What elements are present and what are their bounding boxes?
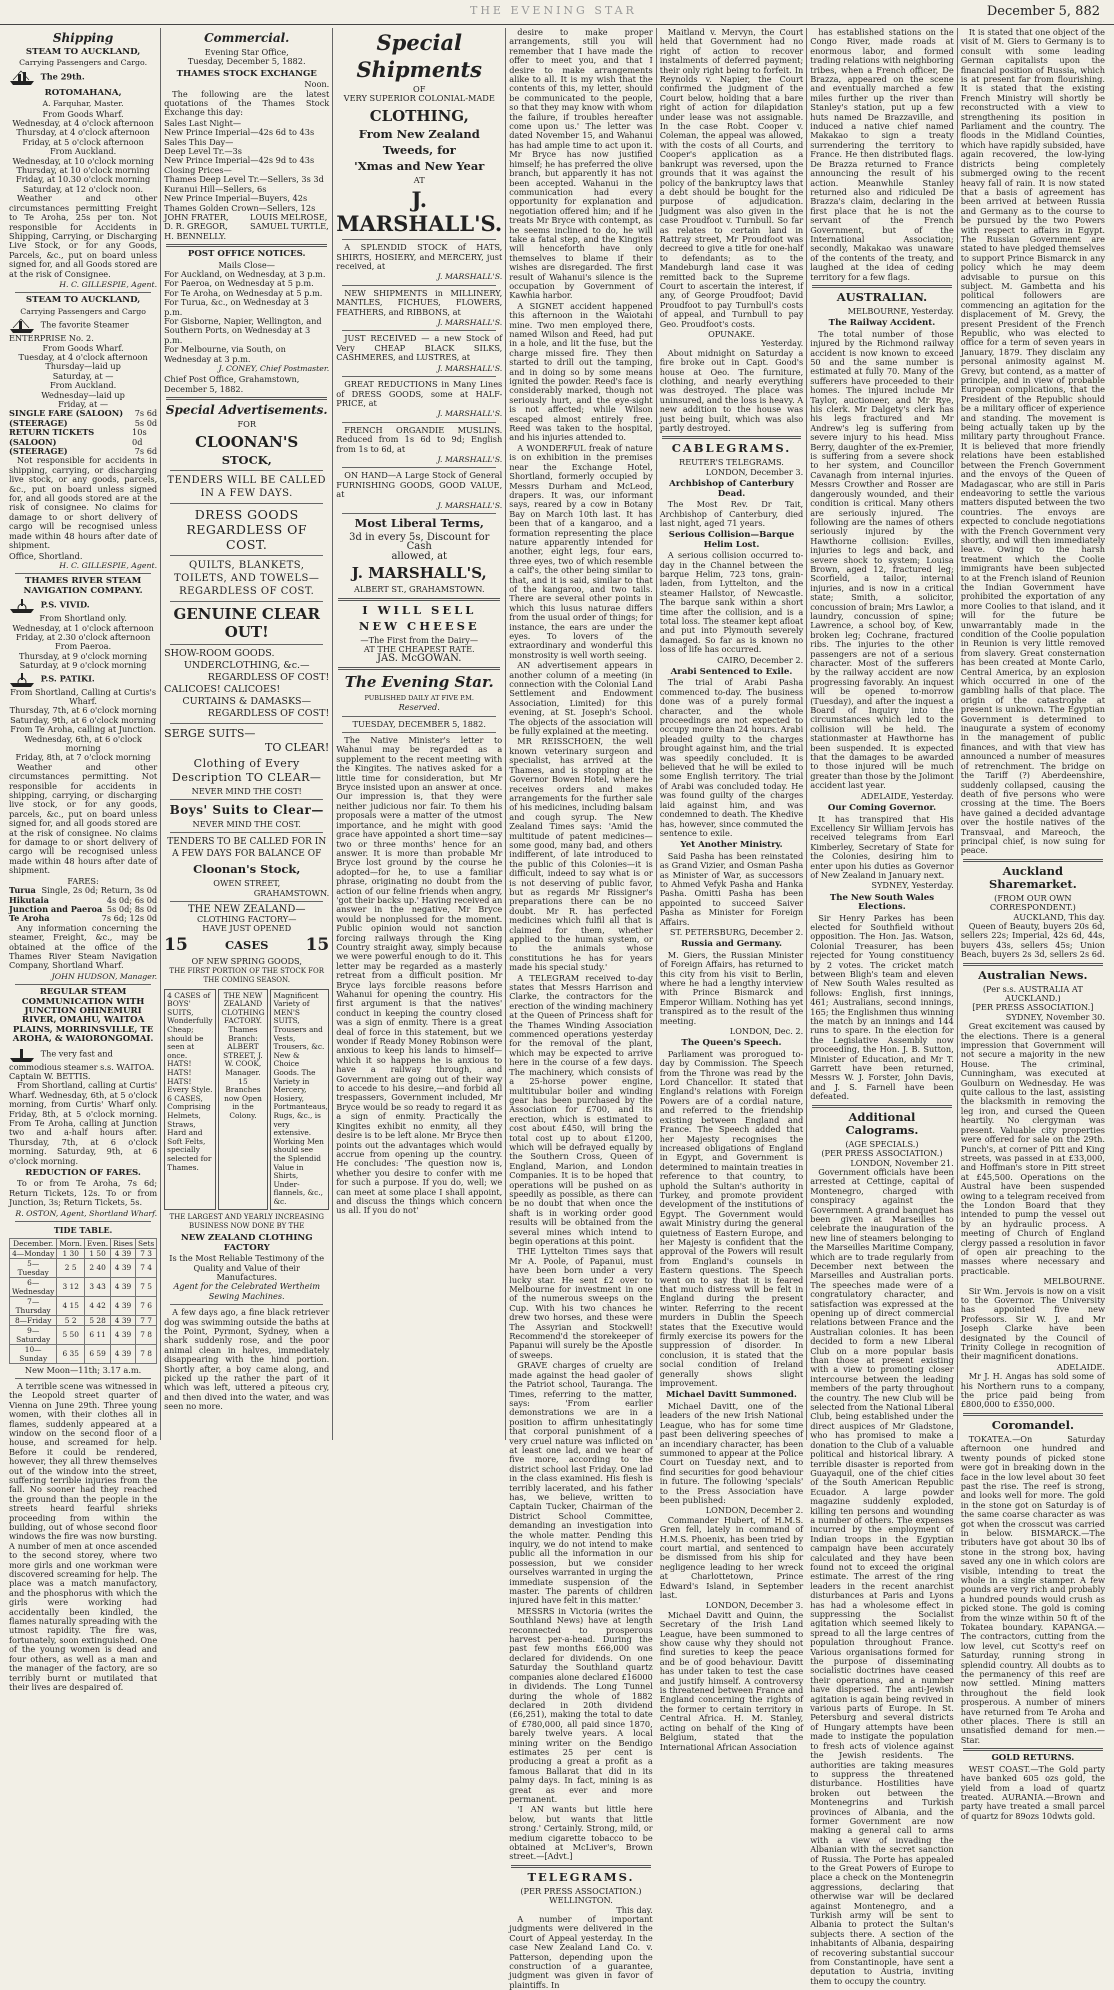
shipping-notice-3: Weather and other circumstances permitting. Not responsible for accidents in shipping, carrying, or discharging live stock, or for any goods, parcels, &c., put on board unless signed for, and all goods stored are at the risk of consignee. No claims for damage to or short delivery of cargo will be recognised unless made within 48 hours after date of shipment. — [9, 761, 158, 876]
divider — [342, 732, 496, 733]
cloonans-stock: STOCK, — [221, 452, 272, 467]
never-mind: NEVER MIND THE COST! — [191, 785, 302, 796]
dateline: CAIRO, December 2. — [717, 654, 804, 665]
sales-heading: Sales Last Night— — [164, 117, 242, 128]
dateline: AUCKLAND, This day. — [1013, 911, 1105, 922]
agent-signature-3: R. OSTON, Agent, Shortland Wharf. — [15, 1208, 158, 1218]
cloonans-stock-2: Cloonan's Stock, — [193, 862, 301, 877]
news-body: It has transpired that His Excellency Sir William Jervois has received telegrams from Earl Kimberley, Secretary of State for the Colonies, desiring him to enter upon his duties as Governor of New Zealand in January next. — [810, 813, 954, 880]
news-body: Commander Hubert, of H.M.S. Gren fell, lately in command of H.M.S. Phoenix, has been tried by court martial, and sentenced to be dismissed from his ship for negligence leading to her wreck at Charlottetown, Prince Edward's Island, in September last. — [659, 1514, 804, 1600]
shipping-notice: Weather and other circumstances permitting Freight to Te Aroha, 25s per ton. Not responsible for Accidents in Shipping, Carrying, or Discharging Live Stock, or for any Goods, Parcels, &c., put on board unless signed for, and all Goods stored are at the risk of Consignee. — [9, 193, 158, 279]
ship-notice-2 — [9, 317, 157, 343]
telegram-note: A TELEGRAM received to-day states that Messrs Harrison and Clarke, the contractors for the erection of the winding machinery at the Queen of Princess shaft for the Thames Winding Association commenced operations yesterday for the removal of the plant, which may be expected to arrive here in the course of a few days. The machinery, which consists of a 25-horse power engine, multitubular boiler and winding gear has been purchased by the Association for £700, and its erection, which is estimated to cost about £450, will bring the total cost up to about £1200, which will be defrayed equally by the Southern Cross, Queen of England, Marion, and London Companies. It is to be hoped that operations will be pushed on as speedily as possible, as there can be no doubt that when once the shaft is in working order good results will be obtained from the several mines which intend to begin operations at this point. — [509, 972, 653, 1246]
ship-patiki: P.S. PATIKI. — [9, 671, 157, 688]
news-body: The total number of those injured by the Richmond railway accident is now known to exceed 50 and the same number is estimated at fully 70. Many of the sufferers have proceeded to their homes. The injured include Mr Taylor, auctioneer, and Mr Rye, his clerk. Mr Dalgety's clerk has his legs fractured and Mr Andrew's leg is suffering from severe injury to his head. Miss Berry, daughter of the ex-Premier, is suffering from a severe shock to her system, and Councillor Cavanagh from internal injuries. Messrs Crowther and Rosser are dangerously wounded, and their condition is critical. Many others are seriously injured. The following are the names of others seriously injured by the Hawthorne collision: Evilles, injuries to legs and back, and severe shock to system; Louisa Brown, aged 12, fractured leg; Scorfield, a tailor, internal injuries, and is now in a critical state; Smith, a solicitor, concussion of brain; Mrs Lawlor, a laundry, concussion of spine; Lawrence, a school boy, of Kew, broken leg; Cochrane, fractured ribs. The injuries to the other passengers are not of a serious character. Most of the sufferers by the railway accident are now progressing favorably. An inquest will be opened to-morrow (Tuesday), and after the inquest a Board of Inquiry into the circumstances which led to the collision will be held. The stationmaster at Hawthorne has been suspended. It is expected that the damages to be awarded to those injured will be much greater than those by the Jolimont accident last year. — [810, 328, 954, 791]
divider — [963, 859, 1103, 862]
mine-accident: A SIGNET accident happened this afternoon in the Waiotahi mine. Two men employed there, named Wilson and Reed, had put in a hole, and lit the fuse, but the charge missed fire. They then started to drill out the tamping, and in doing so by some means ignited the powder. Reed's face is considerably marked, though not seriously hurt, and the eye-sight is not affected; while Wilson escaped almost entirely free. Reed was taken to the hospital, and his injuries attended to. — [509, 300, 653, 443]
nz-box-row: 4 CASES of BOYS' SUITS, Wonderfully Cheap; should be seen at once. HATS! HATS! HATS! Every Style. 6 CASES, Comprising Helmets, Straws, Hard and Soft Felts, specially selected for Thames. THE NEW ZEALAND CLOTHING FACTORY. Thames Branch: ALBERT STREET, J. W. COOK, Manager. 15 Branches now Open in the Colony. Magnificent Variety of MEN'S SUITS, Trousers and Vests, Trousers, &c. New & Choice Goods. The Variety in Mercery, Hosiery, Portmanteaus, Rugs, &c., is very extensive. Working Men should see the Splendid Value in Shirts, Under-flannels, &c., &c. — [164, 986, 329, 1213]
stock-intro: The following are the latest quotations of the Thames Stock Exchange this day: — [164, 88, 330, 118]
news-headline: The Queen's Speech. — [681, 1038, 782, 1049]
tweeds-for: Tweeds, for — [382, 142, 456, 157]
divider — [170, 503, 323, 504]
editorial-date: TUESDAY, DECEMBER 5, 1882. — [352, 718, 486, 729]
ad-reductions: GREAT REDUCTIONS in Many Lines of DRESS GOODS, some at HALF-PRICE, at — [336, 379, 503, 408]
marshall-signature: J. MARSHALL'S. — [437, 318, 503, 328]
news-body: Sir Henry Parkes has been elected for Southfield without opposition. The Hon. Jas. Watson, Colonial Treasurer, has been rejected for Young constituency by 2 votes. The cricket match between Bligh's team and eleven of New South Wales resulted as follows: English, first innings, 461; Australians, second innings, 165; the Englishmen thus winning the match by an innings and 144 runs to spare. In the election for the Legislative Assembly now proceeding, the Hon. J. B. Sutton, Minister of Education, and Mr T. Garrett have been returned, Messrs W. J. Forster, John Davis, and J. S. Farnell have been defeated. — [810, 912, 954, 1102]
news-headline: Russia and Germany. — [681, 939, 782, 950]
australian-heading: AUSTRALIAN. — [836, 289, 928, 304]
cablegrams-heading: CABLEGRAMS. — [671, 441, 792, 456]
steam-auckland-title: STEAM TO AUCKLAND, — [25, 47, 141, 57]
dateline: ST. PETERSBURG, December 2. — [669, 926, 804, 937]
dateline: LONDON, Dec. 2. — [729, 1026, 804, 1037]
divider — [15, 1221, 151, 1222]
fare-row: (STEERAGE) 5s 0d — [9, 417, 158, 428]
table-row: 4—Monday 1 30 1 50 4 39 7 3 — [10, 1248, 157, 1258]
divider — [963, 1748, 1103, 1751]
ad-quilts: QUILTS, BLANKETS, TOILETS, AND TOWELS—REGARDLESS OF COST. — [174, 559, 320, 597]
divider — [170, 901, 323, 902]
special-ads-heading: Special Advertisements. — [165, 403, 328, 418]
tobacco-ad: 'I AN wants but little here below, but wants that little strong.' Certainly. Strong, mild, or medium cigarette tobacco to be obtained at McLiver's, Brown street.—[Advt.] — [509, 1804, 653, 1862]
steam-auckland-title-2: STEAM TO AUCKLAND, — [25, 295, 141, 306]
marshalls-name-2: J. MARSHALL'S, — [351, 564, 487, 583]
post-office-title: POST OFFICE NOTICES. — [187, 249, 306, 260]
from-nz: From New Zealand — [358, 126, 480, 141]
news-headline: The Railway Accident. — [828, 318, 936, 329]
ship-notice-1 — [9, 69, 157, 86]
list-item: Thames Golden Crown—Sellers, 12s — [164, 202, 316, 213]
nz-cases-row: 15 CASES 15 — [164, 935, 330, 956]
list-item: Sales This Day— — [164, 136, 234, 147]
sailing-line: Friday, at 10.30 o'clock morning — [15, 174, 151, 185]
allowed-at: allowed, at — [391, 550, 448, 562]
ship-master: A. Farquhar, Master. — [42, 99, 124, 109]
of-label: OF — [413, 84, 426, 94]
reduction-text: To or from Te Aroha, 7s 6d; Return Tickets, 12s. To or from Junction, 3s; Return Tickets, 5s. — [9, 1178, 158, 1208]
news-body: Michael Davitt and Quinn, the Secretary of the Irish Land League, have been summoned to show cause why they should not find sureties to keep the peace and be of good behaviour. Davitt has under taken to test the case and justify himself. A controversy is threatened between France and England concerning the rights of the former to certain territory in Central Africa. H. M. Stanley, acting on behalf of the King of Belgium, stated that the International African Association — [659, 1609, 804, 1752]
xmas-new-year: 'Xmas and New Year — [354, 158, 485, 173]
sailing-times-4: From Shortland, Calling at Curtis's Wharf. Thursday, 7th, at 6 o'clock morning Saturday, 9th, at 6 o'clock morning From Te Aroha, calling at Junction. Wednesday, 6th, at 6 o'clock morning Friday, 8th, at 7 o'clock morning — [9, 686, 157, 763]
ad-for: FOR — [237, 419, 256, 430]
at-label: AT — [413, 174, 425, 185]
never-mind-2: NEVER MIND THE COST. — [192, 819, 301, 830]
tide-header-row: December. Morn. Even. Rises Sets — [10, 1238, 157, 1248]
dateline: LONDON, December 2. — [705, 1505, 804, 1516]
columns — [6, 27, 1108, 1990]
press-association: [PER PRESS ASSOCIATION.] — [972, 1002, 1094, 1013]
steam-auckland-sub: Carrying Passengers and Cargo. — [19, 58, 148, 68]
fare-row: RETURN TICKETS (SALOON) 10s 0d — [9, 427, 147, 447]
sailing-line: Thursday, at 10 o'clock morning — [16, 165, 150, 176]
news-body: Mr J. H. Angas has sold some of his Northern runs to a company, the price paid being from £800,000 to £350,000. — [960, 1371, 1105, 1410]
tide-table-title: TIDE TABLE. — [53, 1225, 113, 1236]
paper-sub: PUBLISHED DAILY AT FIVE P.M. — [364, 693, 474, 702]
list-item: Deep Level Tr.—3s — [164, 146, 242, 157]
sailing-line: From Goods Wharf. — [42, 108, 124, 119]
cruelty-note: GRAVE charges of cruelty are made against the head gaoler of the Patriot school, Tauranga. The Times, referring to the matter, says: 'From earlier demonstrations we are in a position to affirm unhesitatingly that corporal punishment of a very cruel nature was inflicted on at least one lad, and we hear of five more, according to the district school last Friday. One lad in the class examined. His flesh is terribly lacerated, and his father has, we believe, written to Captain Tucker, Chairman of the District School Committee, demanding an investigation into the whole matter. Pending this inquiry, we do not intend to make public all the information in our possession, but we consider ourselves warranted in urging the immediate suspension of the master. The parents of children injured have felt in this matter.' — [509, 1360, 653, 1606]
list-item: Thames Deep Level Tr.—Sellers, 3s 3d — [164, 174, 324, 185]
fare-list-2: Turua Single, 2s 0d; Return, 3s 0d Hikutaia 4s 0d; 6s 0d Junction and Paeroa 5s 0d; 8s 0d Te Aroha 7s 6d; 12s 0d — [9, 885, 158, 924]
cheapest-rate: AT THE CHEAPEST RATE. — [363, 644, 475, 654]
divider — [342, 513, 496, 514]
ship-vivid: P.S. VIVID. — [9, 597, 157, 614]
waitoa-schedule: From Shortland, calling at Curtis' Wharf. Wednesday, 6th, at 5 o'clock morning, from Curtis' Wharf only. Friday, 8th, at 5 o'clock morning. From Te Aroha, calling at Junction two and a-half hours after. Thursday, 7th, at 6 o'clock morning. Saturday, 9th, at 6 o'clock morning. — [9, 1080, 158, 1166]
very-superior: VERY SUPERIOR COLONIAL-MADE — [343, 93, 495, 104]
divider — [15, 1378, 151, 1379]
special-heading: Special — [376, 30, 463, 55]
press-association: (PER PRESS ASSOCIATION.) — [821, 1148, 943, 1159]
news-headline: Serious Collision—Barque Helim Lost. — [668, 530, 795, 550]
divider — [15, 573, 151, 574]
australian-news-heading: Australian News. — [978, 967, 1088, 982]
sailing-line: Saturday, at — — [52, 370, 114, 381]
steamship-icon — [9, 69, 35, 86]
coromandel-body: TOKATEA.—On Saturday afternoon one hundred and twenty pounds of picked stone were got in breaking down in the face in the low level about 30 feet past the rise. The reef is strong, and looks well for more. The gold in the stone got on Saturday is of the same coarse character as was got when the crosscut was carried in below. BISMARCK.—The tributers have got about 30 lbs of stone in the strong box, having saved any one in which colors are visible, intending to treat the whole in a single stamper. A few pounds are very rich and probably a hundred pounds would crush as picked stone. The gold is coming from the winze within 50 ft of the Tokatea boundary. KAPANGA.—The contractors, cutting from the low level, cut Scotty's reef on Saturday, running strong in splendid country. All doubts as to the permanency of this reef are now settled. Mining matters throughout the field look prosperous. A number of miners have returned from Te Aroha and other places. There is still an unsatisfied demand for men.—Star. — [960, 1433, 1105, 1745]
boys-suits: Boys' Suits to Clear— — [169, 803, 324, 818]
divider — [812, 1105, 951, 1108]
news-body: The Most Rev. Dr Tait, Archbishop of Canterbury, died last night, aged 71 years. — [659, 499, 804, 528]
nz-agent: Agent for the Celebrated Wertheim Sewing Machines. — [173, 1281, 320, 1301]
divider — [170, 1304, 323, 1305]
agent-signature: H. C. GILLESPIE, Agent. — [59, 279, 158, 289]
divider — [342, 467, 496, 468]
nz-reliable: Is the Most Reliable Testimony of the Quality and Value of their Manufactures. — [169, 1253, 325, 1282]
dateline: LONDON, November 21. — [850, 1157, 954, 1168]
lucky-star-note: THE Lyttelton Times says that Mr A. Poole, of Papanui, must have been born under a very lucky star. He sent £2 over to Melbourne for investment in one of the numerous sweeps on the Cup. With his two chances he drew two horses, and these were The Assyrian and Stockwell! Recommend'd the storekeeper of Papanui will surely be the Apostle of sweeps. — [509, 1246, 653, 1360]
reserved-label: Reserved. — [398, 702, 440, 713]
post-office-sub: Mails Close— — [218, 259, 275, 270]
telegrams-place: WELLINGTON. — [549, 1895, 613, 1906]
news-body: The trial of Arabi Pasha commenced to-day. The business done was of a purely formal character, and the whole proceedings are not expected to occupy more than 24 hours. Arabi pleaded guilty to the charges brought against him, and the trial was speedily concluded. It is believed that he will be exiled to some English territory. The trial of Arabi was concluded today. He was found guilty of the charges laid against him, and was condemned to death. The Khedive has, however, since commuted the sentence to exile. — [659, 677, 804, 838]
tide-table — [9, 1238, 157, 1364]
masthead — [0, 0, 1114, 25]
news-body: Great excitement was caused by the elections. There is a general impression that Government will not secure a majority in the new House. The criminal, Cunningham, was executed at Goulburn on Wednesday. He was quite callous to the last, assisting the blacksmith in removing the leg iron, and cursed the Queen heartily. No clergyman was present. Valuable city properties were offered for sale on the 29th. Punch's, at corner of Pitt and King streets, was passed in at £33,000, and Hoffman's store in Pitt street at £45,500. Operations on the Austral have been suspended owing to a telegram received from the London Board that they intended to pump the vessel out by an hydraulic process. A meeting of Church of England clergy passed a resolution in favor of open air preaching to the masses where necessary and practicable. — [960, 1021, 1105, 1276]
office-line: Evening Star Office, — [204, 47, 289, 57]
ship-name-enterprise: The favorite Steamer ENTERPRISE No. 2. — [9, 319, 129, 344]
telegrams-heading: TELEGRAMS. — [527, 1869, 635, 1884]
marshall-signature: J. MARSHALL'S. — [437, 272, 503, 282]
list-item: New Prince Imperial—42s 9d to 43s — [164, 155, 315, 166]
fare-row: SINGLE FARE (SALOON) 7s 6d — [9, 408, 158, 419]
office-line: Office, Shortland. — [9, 550, 83, 561]
sailing-times-2 — [9, 344, 157, 410]
info-notice: Any information concerning the steamer, Freight, &c., may be obtained at the office of the Thames River Steam Navigation Company, Shortland Wharf. — [9, 922, 158, 971]
marshall-signature: J. MARSHALL'S. — [437, 409, 503, 419]
masthead-date: December 5, 882 — [986, 4, 1100, 19]
divider — [170, 723, 323, 724]
owen-street: OWEN STREET, — [213, 878, 281, 889]
sailing-line: From Goods Wharf. — [42, 342, 124, 353]
genuine-clear-out: GENUINE CLEAR OUT! — [173, 604, 320, 641]
telegrams-sub: (PER PRESS ASSOCIATION.) — [520, 1885, 642, 1896]
nz-largest: THE LARGEST AND YEARLY INCREASING BUSINESS NOW DONE BY THE — [169, 1212, 324, 1230]
sharemarket-sub: (FROM OUR OWN CORRESPONDENT.) — [989, 892, 1076, 913]
dateline: LONDON, December 3. — [705, 466, 804, 477]
sailing-line: Wednesday—laid up — [41, 389, 125, 400]
editorial-body: The Native Minister's letter to Wahanui may be regarded as a supplement to the recent meeting with the Kingites. The natives asked for a little time for consideration, but Mr Bryce insisted upon an answer at once. Our impression is, that they were neither judicious nor fair. To them his proposals were a matter of the utmost importance, and he might with good grace have appointed a short time—say two or three months' hence for an answer. It is more than probable Mr Bryce lost ground by the course he adopted—for he, to use a familiar phrase, originating no doubt from the action of our feline friends when angry, 'got their backs up.' Having received an answer in the negative, Mr Bryce would be nonplussed for the moment. Public opinion would not sanction forcing railways through the King Country straight away, simply because we were powerful enough to do it. This letter may be regarded as a masterly retreat from a difficult position. Mr Bryce lays forcible reasons before Wahanui for opening the country. His first argument is that the natives' conduct in keeping the country closed was a sign of enmity. There is a great deal of force in this statement, but we wonder if Ready Money Robinson were anxious to keep his lands to himself—which it so happens he is anxious to have a railway through, and Government are going out of their way to accede to his desire,—and forbid all trespassers, Government included, Mr Bryce would be so ready to regard it as a sign of enmity. Practically the Kingites exhibit no enmity, all they desire is to be left alone. Mr Bryce then points out the advantages which would accrue from opening up the country. He concludes: 'The question now is, whether you desire to confer with me for such a purpose. If you do, well; we can meet at some place I shall appoint, and discuss the things which concern us all. If you do not' — [336, 735, 503, 1216]
column-news-1 — [506, 27, 656, 1990]
congo-story: has established stations on the Congo River, made roads at enormous labor, and formed trading relations with neighboring tribes, when a French officer, De Brazza, appeared on the scene and eventually marched a few miles further up the river than Stanley's station, put up a few huts named De Brazzaville, and induced a native chief named Makakao to sign a treaty surrendering the territory to France. He then distributed flags. De Brazza returned to France announcing the result of his action. Meanwhile Stanley returned also and ridiculed De Brazza's claim, declaring in the first place that he is not the servant of the French Government, but of the International Association; secondly, Makakao was unaware of the contents of the treaty, and laughed at the idea of ceding territory for a few flags. — [810, 27, 954, 282]
news-body: Sir Wm. Jervois is now on a visit to the Governor. The University has appointed five new Professors. Sir W. J. and Mr Joseph Clarke have been designated by the Council of Trinity College in recognition of their magnificent donations. — [960, 1285, 1105, 1362]
shipping-notice-2: Not responsible for accidents in shipping, carrying, or discharging live stock, or any goods, parcels, &c., put on board unless signed for, and all goods stored are at the risk of consignee. No claims for damage to or short delivery of cargo will be recognised unless made within 48 hours after date of shipment. — [9, 455, 158, 551]
paddle-steamer-icon — [9, 671, 35, 688]
dateline: SYDNEY, November 30. — [1005, 1011, 1105, 1022]
post-list: For Auckland, on Wednesday, at 3 p.m. For Paeroa, on Wednesday at 5 p.m. For Te Aroha, on Wednesday at 5 p.m. For Turua, &c., on Wednesday at 3 p.m. For Gisborne, Napier, Wellington, and Southern Ports, on Wednesday at 3 p.m. For Melbourne, via South, on Wednesday at 3 p.m. — [164, 268, 326, 364]
veterinary-note: MR REISSCHOEN, the well known veterinary surgeon and specialist, has arrived at the Thames, and is stopping at the Governor Bowen Hotel, where he receives orders and makes arrangements for the further sale of his medicines, including balsam and cough syrup. The New Zealand Times says: 'Amid the multitude of patent medicines—some good, many bad, and others indifferent, of late introduced to the public of this Colonies—it is difficult, indeed to say what is or is not deserving of public favor, but as regards Mr Rissigner's preparations there can be no doubt. Mr R. has perfected medicines which fulfil all that is claimed for them, whether applied to the human system, or to the animals whose constitutions he has for years made his special study.' — [509, 736, 653, 973]
steamship-icon — [9, 1046, 35, 1063]
ship-waitoa: The very fast and commodious steamer s.s. WAITOA. Captain W. BETTIS. — [9, 1046, 157, 1082]
divider — [963, 963, 1103, 966]
news-headline: The New South Wales Elections. — [829, 892, 935, 913]
column-news-3 — [807, 27, 957, 1986]
noon-label: Noon. — [304, 79, 330, 90]
sailing-line: From Auckland. — [49, 380, 117, 391]
divider — [15, 984, 151, 985]
europe-news: It is stated that one object of the visit of M. Giers to Germany is to consult with some leading German capitalists upon the financial position of Russia, which is at present far from flourishing. It is stated that the existing French Ministry will shortly be reconstructed with a view to strengthening its position in Parliament and the country. The floods in the Midland Counties, which have rapidly subsided, have again recovered, the low-lying districts being completely submerged owing to the recent heavy fall of rain. It is now stated that a basis of agreement has been arrived at between Russia and Germany as to the course to be pursued by the two Powers with respect to affairs in Egypt. The Russian Government are stated to have pledged themselves to support Prince Bismarck in any policy which he may deem advisable to pursue on this subject. M. Gambetta and his political followers are commencing an agitation for the displacement of M. Grevy, the present President of the French Republic, who was elected to office for a term of seven years in January, 1879. They disclaim any personal animosity against M. Grevy, but contend, as a matter of principle, and in view of probable European complications, that the President of the Republic should be a military officer of experience and standing. The movement is being actually taken up by the military party throughout France. It is believed that more friendly relations have been established between the French Government and the envoys of the Queen of Madagascar, who are still in Paris endeavoring to settle the various matters disputed between the two countries. The envoys are expected to conclude negotiations with the French Government very shortly, and will then immediately leave. Owing to the harsh treatment which the Coolie immigrants have been subjected to at the French island of Reunion the Indian Government have prohibited the exportation of any more Coolies to that island, and it will for the future be unwarrantably made in the condition of the Coolie population in Reunion is very little removed from slavery. Great consternation has been created at Monte Carlo, Central America, by an explosion which occurred in one of the gambling halls of that place. The origin of the catastrophe at present is unknown. The Egyptian Government is determined to inaugurate a system of economy in the management of public finances, and with that view has announced a number of measures of retrenchment. The bridge on the Tariff (?) Aberdeenshire, suddenly collapsed, causing the death of five persons who were crossing at the time. The Boers have gained a decided advantage over the hostile natives of the Transvaal, and Mareoch, the principal chief, is now suing for peace. — [960, 27, 1105, 856]
tenders-line: TENDERS TO BE CALLED FOR IN A FEW DAYS FOR BALANCE OF — [167, 837, 327, 860]
list-item: Kuranui Hill—Sellers, 6s — [164, 183, 267, 194]
cablegrams-sub: REUTER'S TELEGRAMS. — [679, 457, 784, 468]
office-date: Tuesday, December 5, 1882. — [187, 56, 306, 67]
sailing-line: Wednesday, at 10 o'clock morning — [12, 155, 154, 166]
sailing-line: Thursday—laid up — [45, 361, 121, 372]
column-news-4 — [958, 27, 1108, 1821]
nz-factory-sub: CLOTHING FACTORY— — [197, 913, 297, 924]
reduction-heading: REDUCTION OF FARES. — [25, 1168, 141, 1179]
divider — [166, 244, 327, 247]
steam-auckland-sub-2: Carrying Passengers and Cargo — [20, 306, 146, 316]
fare-row: (STEERAGE) 7s 6d — [9, 446, 158, 457]
clearance-list: SHOW-ROOM GOODS. UNDERCLOTHING, &c.— REGARDLESS OF COST! CALICOES! CALICOES! CURTAINS & DAMASKS— REGARDLESS OF COST! — [164, 647, 330, 719]
shark-story: A few days ago, a fine black retriever dog was swimming outside the baths at the Point, Pyrmont, Sydney, when a shark suddenly rose, and the poor animal clean in halves, immediately disappearing with the hind portion. Shortly after, a boy came along, and picked up the rather the part of it which was left, uttered a piteous cry, and then dived into the water, and was seen no more. — [164, 1307, 330, 1412]
news-headline: Archbishop of Canterbury Dead. — [669, 479, 794, 499]
discount-line: 3d in every 5s, Discount for Cash — [349, 531, 490, 553]
serge-suits: SERGE SUITS— — [164, 726, 256, 740]
coromandel-heading: Coromandel. — [991, 1417, 1074, 1432]
divider — [170, 799, 323, 800]
news-body: Said Pasha has been reinstated as Grand Vizier, and Osman Pasha as Minister of War, as successors to Ahmed Vefyk Pasha and Hanka Pasha. Omitti Pasha has been appointed to succeed Saiver Pasha as Minister for Foreign Affairs. — [659, 850, 804, 927]
divider — [170, 832, 323, 833]
divider — [342, 239, 496, 240]
commercial-heading: Commercial. — [204, 31, 290, 45]
sailing-line: Friday, at — — [58, 399, 109, 409]
masthead-title: THE EVENING STAR — [470, 4, 637, 17]
grahamstown: GRAHAMSTOWN. — [253, 887, 330, 898]
to-clear: TO CLEAR! — [265, 740, 330, 754]
dateline: ADELAIDE. — [1056, 1361, 1105, 1372]
clothing-line: Clothing of Every Description TO CLEAR— — [172, 756, 322, 784]
vienna-fire-story: A terrible scene was witnessed in the Leopold street quarter of Vienna on June 29th. Three young women, with their clothes all in flames, suddenly appeared at a window on the second floor of a house, and screamed for help. Before it could be rendered, however, they all threw themselves out of the window into the street, suffering terrible injuries from the fall. No sooner had they reached the ground than the people in the streets heard fearful shrieks proceeding from within the building, out of whose second floor windows the fire was now bursting. A number of men at once ascended to the second storey, where two more girls and one workman were discovered screaming for help. The place was a match manufactory, and the phosphorus with which the girls were working had accidentally been kindled, the flames naturally spreading with the utmost rapidity. The fire was, fortunately, soon extinguished. One of the young women is dead and four others, as well as a man and the manager of the factory, are so terribly burnt or mutilated that their lives are despaired of. — [9, 1380, 158, 1692]
post-office-date: Chief Post Office, Grahamstown, December 5, 1882. — [164, 374, 300, 394]
opunake-body: About midnight on Saturday a fire broke out in Capt. Good's house at Oeo. The furniture, clothing, and nearly everything was destroyed. The place was uninsured, and the loss is heavy. A new addition to the house was just being built, which was also partly destroyed. — [659, 347, 804, 434]
telegrams-day: This day. — [616, 1904, 653, 1915]
freak-nature: A WONDERFUL freak of nature is on exhibition in the premises near the Exchange Hotel, Shortland, formerly occupied by Messrs Durham and McLeod, drapers. It was, our informant says, reared by a cow in Botany Bay on March 10th last. It has been that of a kangaroo, and a formation representing the place nature apparently intended for another, eight legs, four ears, three eyes, two of which resemble a calf's, the other being similar to that, and it is said, similar to that of the kangaroo, and two tails. There are several other points in which this lusus naturae differs from the usual order of things; for instance, the ears are under the eyes. To lovers of the extraordinary and wonderful this monstrosity is well worth seeing. — [509, 442, 653, 660]
sailing-line: Saturday, at 12 o'clock noon. — [23, 183, 144, 194]
nz-first: THE FIRST PORTION OF THE STOCK FOR THE COMING SEASON. — [169, 966, 325, 985]
divider — [338, 667, 500, 670]
divider — [342, 716, 496, 717]
marshall-signature: J. MARSHALL'S. — [437, 500, 503, 510]
table-row: 7—Thursday 4 15 4 42 4 39 7 6 — [10, 1296, 157, 1315]
divider — [166, 397, 327, 400]
list-item: New Prince Imperial—42s 6d to 43s — [164, 127, 315, 138]
ad-tenders: TENDERS WILL BE CALLED IN A FEW DAYS. — [167, 474, 327, 499]
ad-dress: DRESS GOODS REGARDLESS OF COST. — [186, 506, 308, 552]
nz-opened: HAVE JUST OPENED — [202, 923, 292, 934]
cloonans-name: CLOONAN'S — [195, 432, 299, 451]
news-headline: Yet Another Ministry. — [680, 840, 783, 851]
editorial-continued: desire to make proper arrangements, still you will remember that I have made the offer to meet you, and that I desire to make arrangements alike to all. It is my wish that the contents of this, my letter, should be communicated to the people, so that they may know with whom the failure, if troubles hereafter come upon us.' The letter was dated November 15, and Wahanui has had ample time to act upon it. Mr Bryce has now justified himself; he has preferred the olive branch, but apparently it has not been accepted. Wahanui in the communication had every opportunity for explanation and negotiation offered him; and if he treats Mr Bryce with contempt, as he seems inclined to do, he will take a fatal step, and the Kingites will henceforth have only themselves to blame if their wishes are disregarded. The first result of Wahanui's silence is the occupation by Government of Kawhia harbor. — [509, 27, 653, 301]
sailing-line: From Auckland. — [49, 146, 117, 157]
court-judgments: Maitland v. Mervyn, the Court held that Government had no right of action to recover instalments of deferred payment; their only right being to forfeit. In Reynolds v. Napier, the Court confirmed the judgment of the Court below, holding that a bare right of action for dilapidation under lease was not assignable. In the case Robt. Cooper v. Coleman, the appeal was allowed, with the costs of all Courts, and Cooper's application as a bankrupt was reversed, upon the grounds that it was against the policy of the bankruptcy laws that a debt should be bought for the purpose of adjudication. Judgment was also given in the case Proudfoot v. Turnbull. So far as relates to certain land in Rattray street, Mr Proudfoot was decreed to give a title for one-half to defendants; as to the Mandeburgh land case it was remitted back to the Supreme Court to ascertain the interest, if any, of George Proudfoot; David Proudfoot to pay Turnbull's costs of appeal, and Turnbull to pay Geo. Proudfoot's costs. — [659, 27, 804, 329]
news-body: Michael Davitt, one of the leaders of the new Irish National League, who has for some time past been delivering speeches of an incendiary character, has been summoned to appear at the Police Court on Tuesday next, and to find securities for good behaviour in future. The following 'specials' to the Press Association have been published: — [659, 1400, 804, 1505]
sailing-times-3: From Shortland only. Wednesday, at 1 o'clock afternoon Friday, at 2.30 o'clock afternoon From Paeroa. Thursday, at 9 o'clock morning Saturday, at 9 o'clock morning — [12, 613, 154, 671]
column-shipping — [6, 28, 161, 1692]
liberal-terms: Most Liberal Terms, — [354, 515, 484, 530]
nz-spring: OF NEW SPRING GOODS, — [191, 956, 302, 967]
news-headline: Arabi Sentenced to Exile. — [670, 667, 793, 677]
gold-returns-heading: GOLD RETURNS. — [991, 1753, 1075, 1764]
ad-furnishing: ON HAND—A Large Stock of General FURNISHING GOODS, GOOD VALUE, at — [336, 470, 503, 500]
column-marshall — [333, 28, 506, 1440]
regular-steam-title: REGULAR STEAM COMMUNICATION WITH JUNCTION OHINEMURI RIVER, OMAHU, WAITOA PLAINS, MORRINSVILLE, TE AROHA, & WAIORONGOMAI. — [12, 987, 154, 1045]
albert-street: ALBERT ST., GRAHAMSTOWN. — [353, 584, 485, 595]
fare-list — [9, 409, 157, 456]
sailing-line: Friday, at 5 o'clock afternoon — [22, 136, 144, 147]
ad-hats: A SPLENDID STOCK of HATS, SHIRTS, HOSIERY, and MERCERY, just received, at — [336, 242, 503, 272]
divider — [812, 285, 951, 288]
divider — [170, 644, 323, 645]
additional-calograms-heading: Additional Calograms. — [845, 1109, 919, 1137]
news-body: Government officials have been arrested at Cettinge, capital of Montenegro, charged with conspiracy against the Government. A grand banquet has been given at Marseilles to celebrate the inauguration of the new line of steamers belonging to the Marseilles Maritime Company, which are to trade regularly from December next between the Marseilles and Australian ports. The speeches made were of a congratulatory character, and satisfaction was expressed at the opening up of direct commercial relations between France and the Australian colonies. It has been decided to form a new Liberal Club on a more popular basis than those at present existing with a view to promoting closer intercourse between the leading members of the party throughout the country. The new Club will be selected from the National Liberal Club, being established under the direct auspices of Mr Gladstone, who has promised to make a donation to the Club of a valuable political and historical library. A terrible disaster is reported from Guayaquil, one of the chief cities of the South American Republic Ecuador. A large powder magazine suddenly exploded, killing ten persons and wounding a number of others. The expenses incurred by the employment of Indian troops in the Egyptian campaign have been accurately calculated and they have been found not to exceed the original estimate. The arrest of the ring leaders in the recent anarchist disturbances at Paris and Lyons has had a wholesome effect in suppressing the Socialist agitation which seemed likely to spread to all the large centres of population throughout France. Various organisations formed for the purpose of disseminating socialistic doctrines have ceased their operations, and a number have dispersed. The anti-Jewish agitation is again being revived in various parts of Europe. In St. Petersburg and several districts of Hungary attempts have been made to instigate the population to fresh acts of violence against the Jewish residents. The authorities are taking measures to suppress the threatened disturbance. Hostilities have broken out between the Montenegrins and Turkish provinces of Albania, and the former Government are now making a general call to arms with a view of invading the Albanian with the secret sanction of Russia. The Porte has appealed to the Great Powers of Europe to place a check on the Montenegrin aggressions, declaring that otherwise war will be declared against Montenegro, and a Turkish army will be sent to Albania to protect the Sultan's subjects there. A section of the inhabitants of Albania, despairing of recovering substantial succour from Constantinople, have sent a deputation to Austria, inviting them to occupy the country. — [810, 1166, 954, 1986]
table-row: 8—Friday 5 2 5 28 4 39 7 7 — [10, 1315, 157, 1325]
ship-name-rotomahana: ROTOMAHANA, — [44, 87, 122, 98]
sailing-line: Thursday, at 4 o'clock afternoon — [16, 127, 150, 138]
postmaster-signature: J. CONEY, Chief Postmaster. — [218, 364, 330, 373]
nz-factory-title: THE NEW ZEALAND— — [187, 904, 306, 916]
steamship-icon — [9, 317, 35, 334]
opunake-day: Yesterday. — [761, 338, 804, 349]
divider — [342, 376, 496, 377]
column-commercial — [161, 28, 333, 1440]
first-dairy: —The First from the Dairy— — [360, 634, 479, 645]
dateline: SYDNEY, Yesterday. — [871, 880, 954, 891]
table-row: 6—Wednesday 3 12 3 43 4 39 7 5 — [10, 1277, 157, 1296]
telegrams-body: A number of important judgments were delivered in the Court of Appeal yesterday. In the case New Zealand Land Co. v. Patterson, depending upon the construction of a guarantee, judgment was given in favor of plaintiffs. In — [509, 1914, 653, 1990]
marshalls-name: J. MARSHALL'S. — [336, 187, 503, 237]
news-body: Parliament was prorogued to-day by Commission. The Speech from the Throne was read by the Lord Chancellor. It stated that England's relations with Foreign Powers are of a cordial nature, and referred to the friendship existing between England and France. The Speech added that her Majesty recognises the increased obligations of England in Egypt, and Government is determined to maintain treaties in reference to that country, to uphold the Sultan's authority in Turkey, and promote provident development of the institutions of Egypt. The Government would await Ministry during the general quietness of Eastern Europe, and her Majesty is confident that the approval of the Powers will result from England's counsels in Eastern questions. The Speech went on to say that it is feared that much distress will be felt in England during the present winter. Referring to the recent murders in Dublin the Speech states that the Executive would firmly exercise its powers for the suppression of disorder. In conclusion, it is stated that the social condition of Ireland generally shows slight improvement. — [659, 1048, 804, 1389]
divider — [342, 285, 496, 286]
australian-news-sub: (Per s.s. AUSTRALIA AT AUCKLAND.) — [982, 983, 1083, 1003]
marshall-signature: J. MARSHALL'S. — [437, 454, 503, 464]
paper-title: The Evening Star. — [344, 672, 494, 691]
broker-list: JOHN FRATER, LOUIS MELROSE, D. R. GREGOR, SAMUEL TURTLE, H. BENNELLY. — [164, 211, 329, 241]
mcgowan: JAS. McGOWAN. — [377, 653, 462, 665]
news-headline: Michael Davitt Summoned. — [666, 1390, 797, 1401]
table-row: 10—Sunday 6 35 6 59 4 39 7 8 — [10, 1344, 157, 1363]
ad-muslins: FRENCH ORGANDIE MUSLINS. Reduced from 1s 6d to 9d; English from 1s to 6d, at — [336, 424, 503, 454]
new-cheese: NEW CHEESE — [358, 618, 480, 633]
list-item: Closing Prices— — [164, 164, 232, 175]
dateline: ADELAIDE, Yesterday. — [860, 790, 954, 801]
dateline: MELBOURNE, Yesterday. — [847, 305, 954, 316]
fares-heading: FARES: — [67, 875, 99, 886]
age-specials: (AGE SPECIALS.) — [845, 1138, 919, 1149]
gold-returns-body: WEST COAST.—The Gold party have banked 605 ozs gold, the yield from a load of quartz treated. AURANIA.—Brown and party have treated a small parcel of quartz for 89ozs 10dwts gold. — [960, 1763, 1105, 1821]
list-item: New Prince Imperial—Buyers, 42s — [164, 193, 308, 204]
marshall-signature: J. MARSHALL'S. — [437, 363, 503, 373]
divider — [963, 1413, 1103, 1416]
shipping-heading: Shipping — [52, 31, 114, 45]
divider — [662, 436, 801, 439]
ad-silks: JUST RECEIVED — a new Stock of Very CHEAP BLACK SILKS, CASHMERES, and LUSTRES, at — [336, 333, 503, 363]
moon-phase: New Moon—11th; 3.17 a.m. — [24, 1364, 142, 1375]
will-sell: I WILL SELL — [362, 602, 477, 617]
agent-signature-2: H. C. GILLESPIE, Agent. — [59, 560, 158, 570]
sharemarket-body: Queen of Beauty, buyers 20s 6d, sellers 22s; Imperial, 42s 6d, 44s, buyers 43s, sellers 45s; Union Beach, buyers 2s 3d, sellers 2s 6d. — [960, 920, 1105, 960]
mining-note: MESSRS in Victoria (writes the Southland News) have at length reconnected to prosperous harvest per-a-head. During the past few months £66,000 was declared for dividends. On one Saturday the Southland quartz companies alone declared £16000 in dividends. The Long Tunnel during the whole of 1882 declared in 20th dividend (£6,251), making the total to date of £780,000, all paid since 1870, barely twelve years. A local mining writer on the Bendigo estimates 25 per cent is producing a great a profit as a famous Ballarat that did in its palmy days. In fact, mining is as great as ever and more permanent. — [509, 1605, 653, 1804]
divider — [342, 330, 496, 331]
manager-signature: JOHN HUDSON, Manager. — [51, 971, 158, 981]
advert-note: AN advertisement appears in another column of a meeting (in connection with the Colonial Land Settlement and Endowment Association, Limited) for this evening, at St. Joseph's School. The objects of the association will be fully explained at the meeting. — [509, 660, 653, 737]
sailing-line: Tuesday, at 4 o'clock afternoon — [18, 351, 148, 362]
paddle-steamer-icon — [9, 597, 35, 614]
news-body: M. Giers, the Russian Minister of Foreign Affairs, has returned to this city from his visit to Berlin, where he had a lengthy interview with Prince Bismarck and Emperor William. Nothing has yet transpired as to the result of the meeting. — [659, 949, 804, 1026]
sailing-times-1 — [9, 110, 157, 195]
table-row: 5—Tuesday 2 5 2 40 4 39 7 4 — [10, 1258, 157, 1277]
ad-millinery: NEW SHIPMENTS in MILLINERY, MANTLES, FICHUES, FLOWERS, FEATHERS, and RIBBONS, at — [336, 287, 503, 317]
news-body: A serious collision occurred to-day in the Channel between the barque Helim, 723 tons, grain-laden, from Lyttelton, and the steamer Hailstor, of Newcastle. The barque sank within a short time after the collision, and is a total loss. The steamer kept afloat and put into Plymouth severely damaged. So far as is known no loss of life has occurred. — [659, 550, 804, 655]
news-headline: Our Coming Governor. — [827, 803, 937, 814]
divider — [170, 601, 323, 602]
nz-factory-name: NEW ZEALAND CLOTHING FACTORY — [180, 1233, 313, 1253]
stock-exchange-title: THAMES STOCK EXCHANGE — [176, 68, 317, 79]
sharemarket-heading: Auckland Sharemarket. — [988, 863, 1077, 891]
divider — [338, 598, 500, 601]
table-row: 9—Saturday 5 50 6 11 4 39 7 8 — [10, 1325, 157, 1344]
divider — [170, 555, 323, 556]
sailing-date: The 29th. — [40, 71, 85, 82]
dateline: LONDON, December 3. — [705, 1600, 804, 1611]
divider — [15, 292, 151, 293]
column-news-2 — [657, 27, 807, 1752]
divider — [342, 422, 496, 423]
opunake-heading: OPUNAKE. — [708, 329, 755, 339]
shipments-heading: Shipments — [356, 57, 482, 82]
divider — [511, 1865, 650, 1868]
sailing-line: Wednesday, at 4 o'clock afternoon — [12, 118, 154, 129]
clothing-heading: CLOTHING, — [369, 106, 469, 125]
divider — [170, 470, 323, 471]
sales-list — [164, 128, 329, 213]
thames-river-title: THAMES RIVER STEAM NAVIGATION COMPANY. — [23, 576, 143, 596]
dateline: MELBOURNE. — [1043, 1276, 1105, 1287]
